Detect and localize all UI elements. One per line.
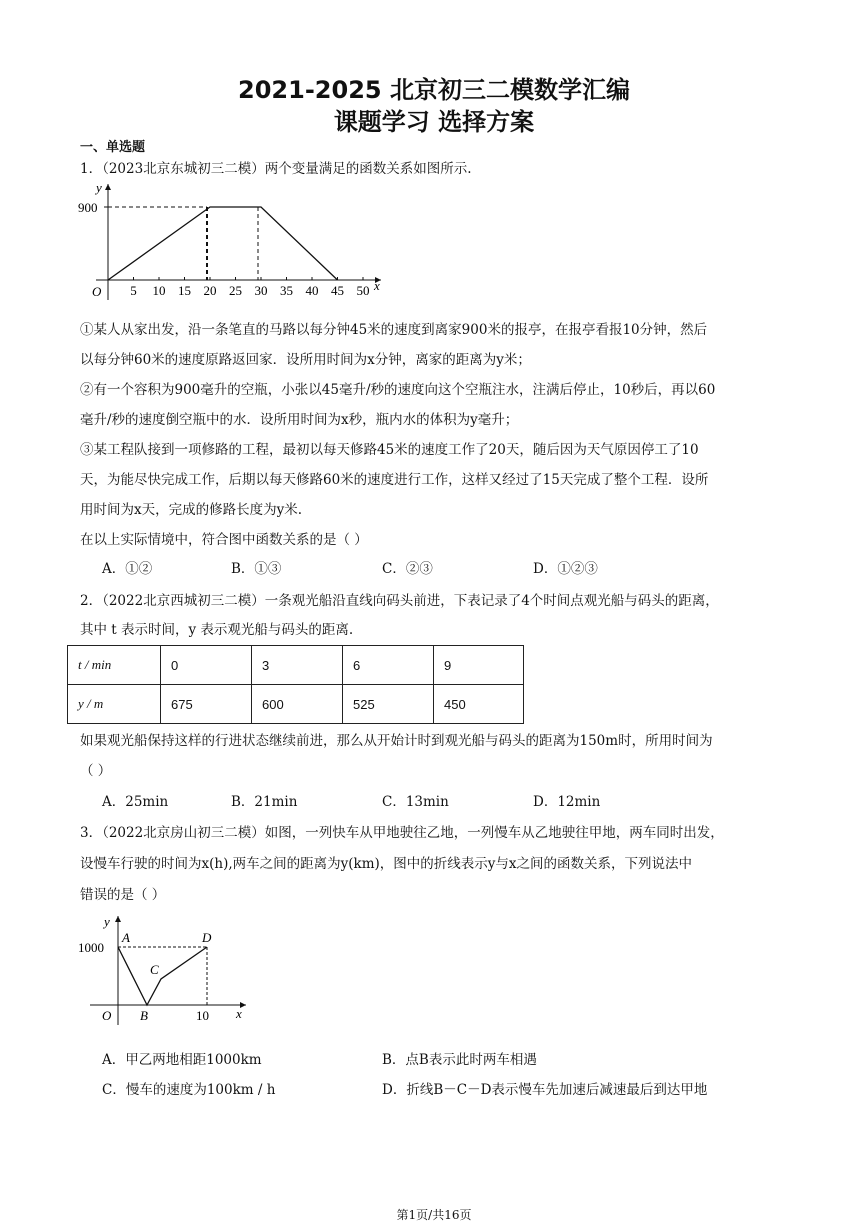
q3-function-line bbox=[118, 947, 207, 1005]
q3-stem-line-1: 3．（2022北京房山初三二模）如图，一列快车从甲地驶往乙地，一列慢车从乙地驶往甲地，两车同时出发， bbox=[80, 825, 724, 841]
q1-x-tick-label: 5 bbox=[130, 283, 137, 298]
table-cell: 9 bbox=[434, 646, 524, 685]
q1-scenario-line-7: 用时间为x天，完成的修路长度为y米. bbox=[80, 502, 303, 518]
page-number: 第1页/共16页 bbox=[396, 1208, 472, 1222]
table-row bbox=[68, 685, 524, 724]
table-cell: 3 bbox=[252, 646, 343, 685]
document-title: 2021-2025 北京初三二模数学汇编 bbox=[238, 76, 630, 104]
q1-x-tick-label: 15 bbox=[178, 283, 191, 298]
q1-function-line bbox=[108, 207, 338, 280]
q2-stem-line-2: 其中 t 表示时间，y 表示观光船与码头的距离. bbox=[80, 622, 354, 638]
q1-option-c[interactable]: C．②③ bbox=[382, 561, 433, 577]
table-cell: 450 bbox=[434, 685, 524, 724]
q3-point-b: B bbox=[140, 1008, 148, 1023]
q1-x-tick-label: 50 bbox=[356, 283, 370, 298]
table-cell: 0 bbox=[161, 646, 252, 685]
q3-point-a: A bbox=[122, 930, 130, 945]
q3-option-b[interactable]: B．点B表示此时两车相遇 bbox=[382, 1052, 537, 1068]
table-cell: 525 bbox=[343, 685, 434, 724]
q1-x-label: x bbox=[374, 278, 380, 293]
q1-y-tick: 900 bbox=[78, 200, 98, 215]
q1-graph bbox=[76, 176, 396, 306]
q3-y-label: y bbox=[104, 914, 110, 929]
q1-x-tick-label: 10 bbox=[152, 283, 166, 298]
table-row bbox=[68, 646, 524, 685]
q3-x-tick: 10 bbox=[196, 1008, 209, 1023]
q2-stem-line-1: 2．（2022北京西城初三二模）一条观光船沿直线向码头前进，下表记录了4个时间点观光船与码头的距离， bbox=[80, 593, 719, 609]
document-subtitle: 课题学习 选择方案 bbox=[333, 108, 535, 136]
q3-point-d: D bbox=[202, 930, 212, 945]
q3-graph bbox=[76, 910, 256, 1030]
q2-data-table bbox=[67, 645, 524, 724]
q2-option-d[interactable]: D．12min bbox=[533, 794, 601, 810]
q3-y-tick: 1000 bbox=[78, 940, 104, 955]
q2-after-line-2: （ ） bbox=[80, 763, 112, 779]
q1-x-tick-label: 40 bbox=[305, 283, 319, 298]
q1-option-b[interactable]: B．①③ bbox=[231, 561, 282, 577]
q3-option-d[interactable]: D．折线B－C－D表示慢车先加速后减速最后到达甲地 bbox=[382, 1082, 708, 1098]
q3-option-c[interactable]: C．慢车的速度为100km / h bbox=[102, 1082, 276, 1098]
q1-option-d[interactable]: D．①②③ bbox=[533, 561, 598, 577]
q3-stem-line-3: 错误的是（ ） bbox=[80, 887, 166, 903]
section-heading: 一、单选题 bbox=[80, 140, 146, 155]
q3-x-label: x bbox=[236, 1006, 242, 1021]
q1-scenario-line-4: 毫升/秒的速度倒空瓶中的水．设所用时间为x秒，瓶内水的体积为y毫升； bbox=[80, 412, 519, 428]
q1-x-tick-label: 35 bbox=[280, 283, 293, 298]
q3-stem-line-2: 设慢车行驶的时间为x(h),两车之间的距离为y(km)，图中的折线表示y与x之间的函数关系，下列说法中 bbox=[80, 856, 693, 872]
q2-option-b[interactable]: B．21min bbox=[231, 794, 298, 810]
q3-origin-label: O bbox=[102, 1008, 112, 1023]
q2-option-a[interactable]: A．25min bbox=[102, 794, 169, 810]
q1-origin-label: O bbox=[92, 284, 102, 299]
q1-x-tick-label: 25 bbox=[229, 283, 242, 298]
q1-scenario-line-1: ①某人从家出发，沿一条笔直的马路以每分钟45米的速度到离家900米的报亭，在报亭看报10分钟，然后 bbox=[80, 322, 708, 338]
q1-question-line: 在以上实际情境中，符合图中函数关系的是（ ） bbox=[80, 532, 368, 548]
q3-option-a[interactable]: A．甲乙两地相距1000km bbox=[102, 1052, 262, 1068]
q3-point-c: C bbox=[150, 962, 159, 977]
table-cell: 6 bbox=[343, 646, 434, 685]
q1-stem: 1．（2023北京东城初三二模）两个变量满足的函数关系如图所示. bbox=[80, 161, 472, 177]
q1-option-a[interactable]: A．①② bbox=[102, 561, 153, 577]
q1-scenario-line-6: 天，为能尽快完成工作，后期以每天修路60米的速度进行工作，这样又经过了15天完成了整个工程．设所 bbox=[80, 472, 709, 488]
q1-x-tick-label: 20 bbox=[203, 283, 217, 298]
q1-x-tick-label: 30 bbox=[254, 283, 268, 298]
q1-y-label: y bbox=[96, 180, 102, 195]
table-cell: y / m bbox=[68, 685, 161, 724]
q1-scenario-line-3: ②有一个容积为900毫升的空瓶，小张以45毫升/秒的速度向这个空瓶注水，注满后停止，10秒后，再以60 bbox=[80, 382, 716, 398]
table-cell: 600 bbox=[252, 685, 343, 724]
q1-x-tick-label: 45 bbox=[331, 283, 344, 298]
q1-scenario-line-2: 以每分钟60米的速度原路返回家．设所用时间为x分钟，离家的距离为y米； bbox=[80, 352, 531, 368]
q1-scenario-line-5: ③某工程队接到一项修路的工程，最初以每天修路45米的速度工作了20天，随后因为天气原因停工了10 bbox=[80, 442, 699, 458]
table-cell: 675 bbox=[161, 685, 252, 724]
table-cell: t / min bbox=[68, 646, 161, 685]
q2-after-line-1: 如果观光船保持这样的行进状态继续前进，那么从开始计时到观光船与码头的距离为150m时，所用时间为 bbox=[80, 733, 713, 749]
q2-option-c[interactable]: C．13min bbox=[382, 794, 449, 810]
